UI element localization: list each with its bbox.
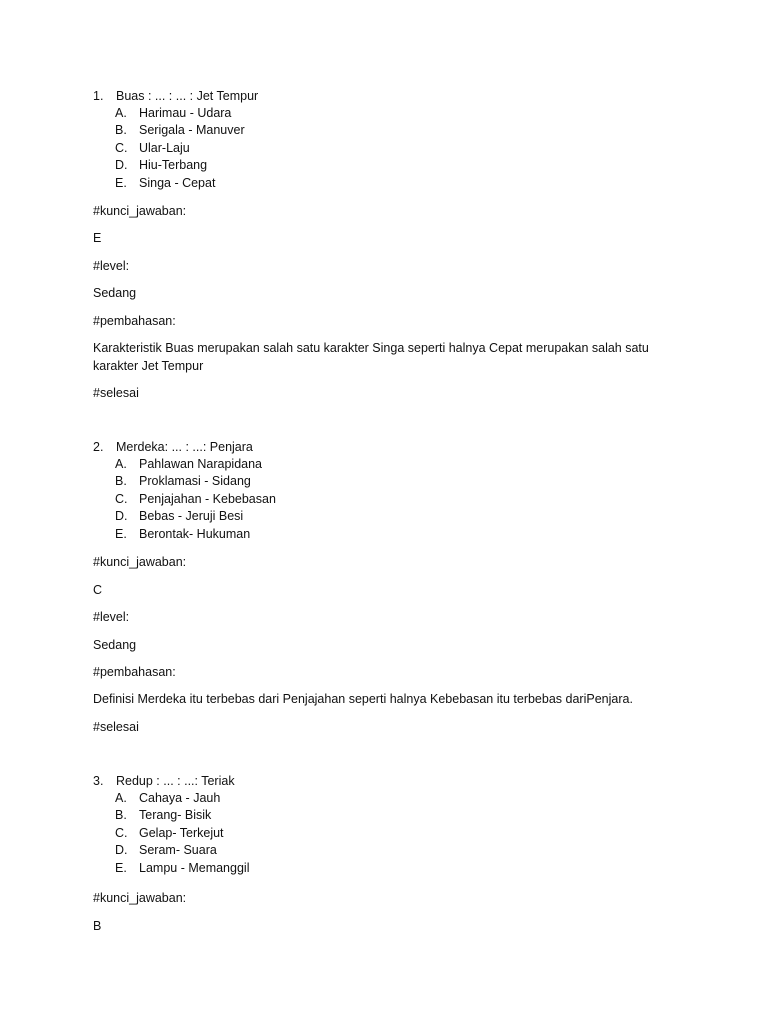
option-text: Gelap- Terkejut [139, 825, 224, 840]
option-a [115, 105, 245, 123]
option-text: Berontak- Hukuman [139, 526, 251, 541]
question-text: Buas : ... : ... : Jet Tempur [116, 89, 259, 103]
option-text: Lampu - Memanggil [139, 860, 250, 875]
option-letter: A. [115, 790, 127, 805]
question-text: Merdeka: ... : ...: Penjara [116, 440, 253, 454]
option-text: Harimau - Udara [139, 105, 232, 120]
option-c [115, 491, 276, 509]
option-b [115, 807, 249, 825]
option-text: Singa - Cepat [139, 175, 216, 190]
selesai-label: #selesai [93, 720, 139, 734]
option-e [115, 860, 249, 878]
option-letter: C. [115, 825, 128, 840]
pembahasan-text: Definisi Merdeka itu terbebas dari Penjajahan seperti halnya Kebebasan itu terbebas dariPenjara. [93, 692, 633, 706]
question-stem [93, 87, 258, 105]
option-d [115, 157, 245, 175]
option-d [115, 508, 276, 526]
option-letter: C. [115, 140, 128, 155]
question-number: 3. [93, 774, 104, 788]
question-stem [93, 772, 235, 790]
option-text: Terang- Bisik [139, 808, 212, 823]
selesai-label: #selesai [93, 386, 139, 400]
pembahasan-text: Karakteristik Buas merupakan salah satu karakter Singa seperti halnya Cepat merupakan salah satu karakter Jet Tempur [93, 341, 649, 373]
option-c [115, 140, 245, 158]
option-a [115, 456, 276, 474]
kunci-label: #kunci_jawaban: [93, 204, 187, 218]
question-text: Redup : ... : ...: Teriak [116, 774, 235, 788]
option-letter: C. [115, 491, 128, 506]
question-stem [93, 438, 253, 456]
question-number: 1. [93, 89, 104, 103]
option-text: Bebas - Jeruji Besi [139, 509, 244, 524]
option-b [115, 473, 276, 491]
kunci-label: #kunci_jawaban: [93, 555, 187, 569]
level-label: #level: [93, 610, 130, 624]
question-number: 2. [93, 440, 104, 454]
option-letter: A. [115, 456, 127, 471]
option-letter: B. [115, 123, 127, 138]
option-text: Hiu-Terbang [139, 158, 208, 173]
option-list [115, 456, 276, 544]
option-list [115, 790, 249, 878]
option-text: Pahlawan Narapidana [139, 456, 263, 471]
option-c [115, 825, 249, 843]
option-list [115, 105, 245, 193]
option-text: Ular-Laju [139, 140, 190, 155]
pembahasan-label: #pembahasan: [93, 665, 176, 679]
level-label: #level: [93, 259, 130, 273]
option-letter: A. [115, 105, 127, 120]
kunci-value: E [93, 231, 102, 245]
option-text: Penjajahan - Kebebasan [139, 491, 276, 506]
option-letter: E. [115, 860, 127, 875]
option-letter: E. [115, 526, 127, 541]
option-a [115, 790, 249, 808]
kunci-value: C [93, 583, 103, 597]
option-letter: D. [115, 158, 128, 173]
pembahasan-label: #pembahasan: [93, 314, 176, 328]
option-letter: D. [115, 843, 128, 858]
option-text: Cahaya - Jauh [139, 790, 221, 805]
level-value: Sedang [93, 638, 137, 652]
option-text: Seram- Suara [139, 843, 217, 858]
level-value: Sedang [93, 286, 137, 300]
option-text: Serigala - Manuver [139, 123, 245, 138]
option-e [115, 526, 276, 544]
option-letter: D. [115, 509, 128, 524]
option-e [115, 175, 245, 193]
kunci-value: B [93, 919, 102, 933]
option-d [115, 842, 249, 860]
kunci-label: #kunci_jawaban: [93, 891, 187, 905]
option-b [115, 122, 245, 140]
option-letter: B. [115, 474, 127, 489]
option-text: Proklamasi - Sidang [139, 474, 251, 489]
option-letter: E. [115, 175, 127, 190]
option-letter: B. [115, 808, 127, 823]
